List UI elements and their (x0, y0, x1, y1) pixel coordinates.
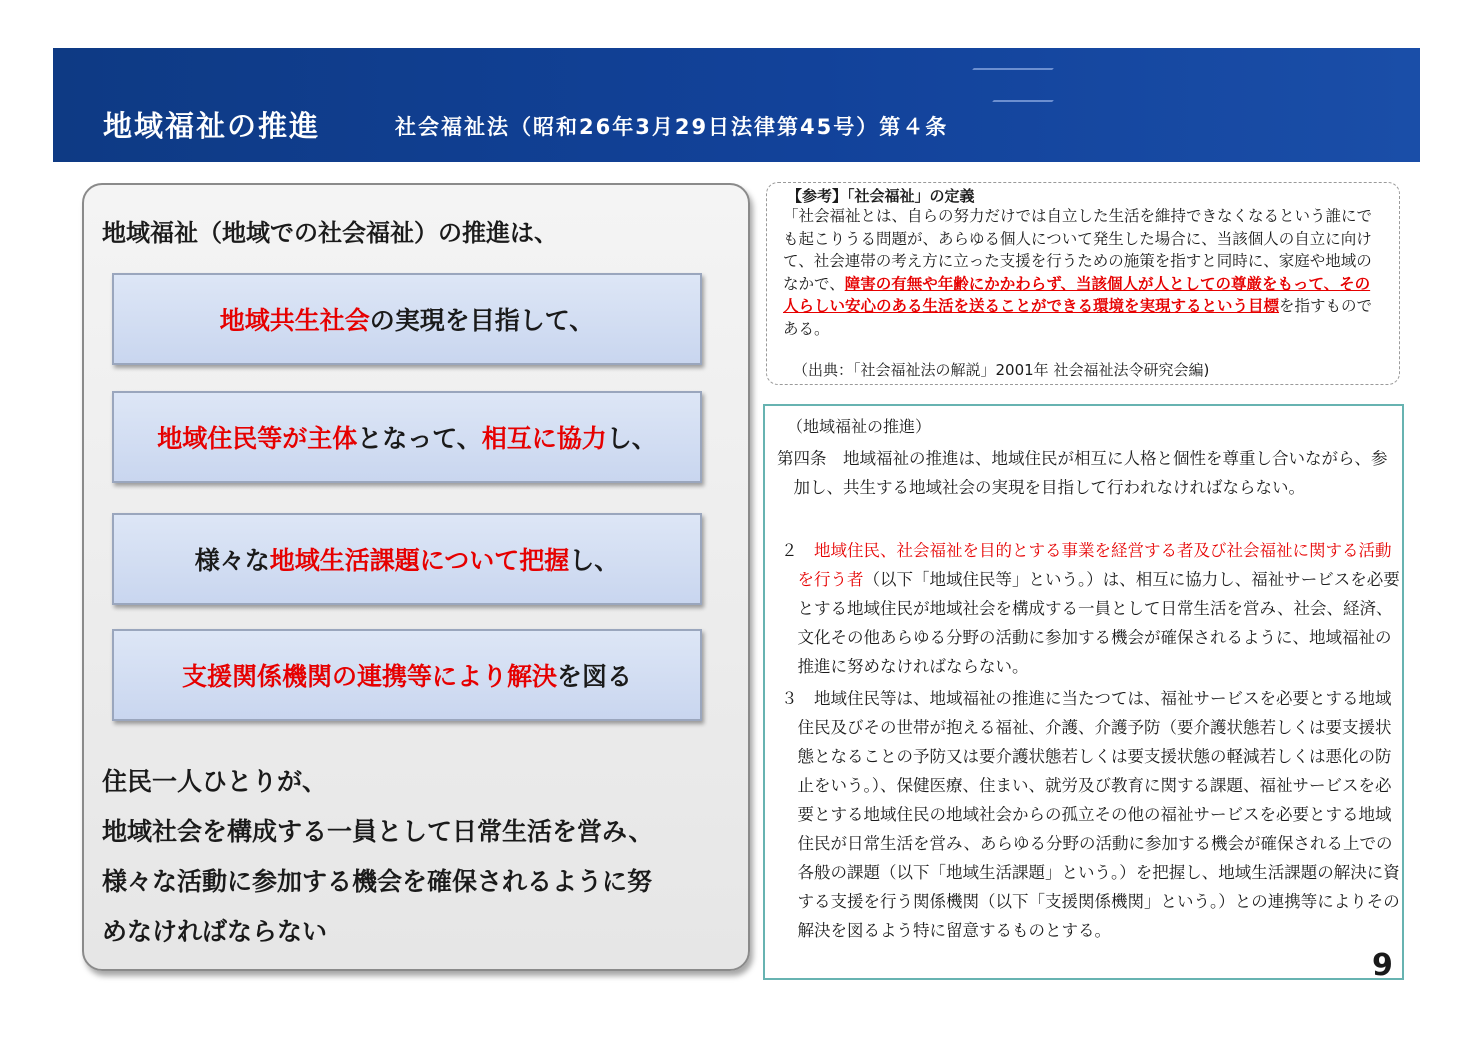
point-2-text-2: し、 (606, 424, 657, 453)
point-box-1 (112, 273, 702, 365)
article-2-text: （以下「地域住民等」という。）は、相互に協力し、福祉サービスを必要とする地域住民が地域社会を構成する一員として日常生活を営み、社会、経済、文化その他あらゆる分野の活動に参加する機会が確保されるように、地域福祉の推進に努めなければならない。 (797, 570, 1400, 676)
page-subtitle: 社会福祉法（昭和26年3月29日法律第45号）第４条 (395, 115, 949, 139)
reference-body (783, 205, 1379, 340)
point-2-text-1: となって、 (357, 424, 482, 453)
summary-panel (82, 183, 750, 971)
conclusion-line: めなければならない (102, 917, 328, 946)
law-article-1: 第四条 地域福祉の推進は、地域住民が相互に人格と個性を尊重し合いながら、参加し、共生する地域社会の実現を目指して行われなければならない。 (777, 449, 1388, 497)
summary-intro: 地域福祉（地域での社会福祉）の推進は、 (102, 219, 558, 247)
conclusion-line: 様々な活動に参加する機会を確保されるように努 (102, 867, 653, 896)
reference-highlight: 障害の有無や年齢にかかわらず、当該個人が人としての尊厳をもって、その人らしい安心のある生活を送ることができる環境を実現するという目標 (783, 274, 1371, 315)
reference-text-end: を指すものである。 (783, 297, 1373, 338)
law-article-3 (781, 684, 1404, 945)
article-2-highlight: 地域住民、社会福祉を目的とする事業を経営する者及び社会福祉に関する活動を行う者 (797, 541, 1392, 589)
point-box-2 (112, 391, 702, 483)
conclusion-line: 地域社会を構成する一員として日常生活を営み、 (102, 817, 654, 846)
article-3-text: 地域住民等は、地域福祉の推進に当たつては、福祉サービスを必要とする地域住民及びその世帯が抱える福祉、介護、介護予防（要介護状態若しくは要支援状態となることの予防又は要介護状態若しくは要支援状態の軽減若しくは悪化の防止をいう。）、保健医療、住まい、就労及び教育に関する課題、福祉サービスを必要とする地域住民の地域社会からの孤立その他の福祉サービスを必要とする地域住民が日常生活を営み、あらゆる分野の活動に参加する機会が確保される上での各般の課題（以下「地域生活課題」という。）を把握し、地域生活課題の解決に資する支援を行う関係機関（以下「支援関係機関」という。）との連携等によりその解決を図るよう特に留意するものとする。 (797, 689, 1400, 940)
point-box-3 (112, 513, 702, 605)
law-heading: （地域福祉の推進） (787, 417, 932, 436)
point-box-4 (112, 629, 702, 721)
reference-text: 「社会福祉とは、自らの努力だけでは自立した生活を維持できなくなるという誰にでも起こりうる問題が、あらゆる個人について発生した場合に、当該個人の自立に向けて、社会連帯の考え方に立った支援を行うための施策を指すと同時に、家庭や地域のなかで、 (783, 207, 1373, 293)
point-4-text: を図る (557, 662, 633, 691)
page-number: 9 (1372, 948, 1393, 983)
reference-source: （出典：「社会福祉法の解説」2001年 社会福祉法令研究会編) (793, 361, 1210, 379)
article-2-number: ２ (781, 541, 798, 560)
reference-box (766, 182, 1400, 385)
summary-conclusion (102, 757, 654, 957)
point-4-highlight: 支援関係機関の連携等により解決 (181, 662, 557, 691)
banner-decoration (972, 68, 1054, 70)
page-title: 地域福祉の推進 (103, 109, 321, 143)
point-2-highlight-1: 地域住民等が主体 (157, 424, 358, 453)
title-banner (53, 48, 1420, 162)
banner-decoration (992, 100, 1054, 102)
point-3-text-1: 様々な (194, 546, 270, 575)
point-3-text-2: し、 (569, 546, 620, 575)
point-1-text: の実現を目指して、 (369, 306, 595, 335)
reference-title: 【参考】「社会福祉」の定義 (787, 187, 975, 205)
point-2-highlight-2: 相互に協力 (481, 424, 607, 453)
law-text-box (763, 404, 1404, 980)
point-3-highlight: 地域生活課題について把握 (269, 546, 570, 575)
article-3-number: ３ (781, 689, 798, 708)
conclusion-line: 住民一人ひとりが、 (102, 767, 328, 796)
point-1-highlight: 地域共生社会 (219, 306, 370, 335)
law-article-2 (781, 536, 1404, 681)
